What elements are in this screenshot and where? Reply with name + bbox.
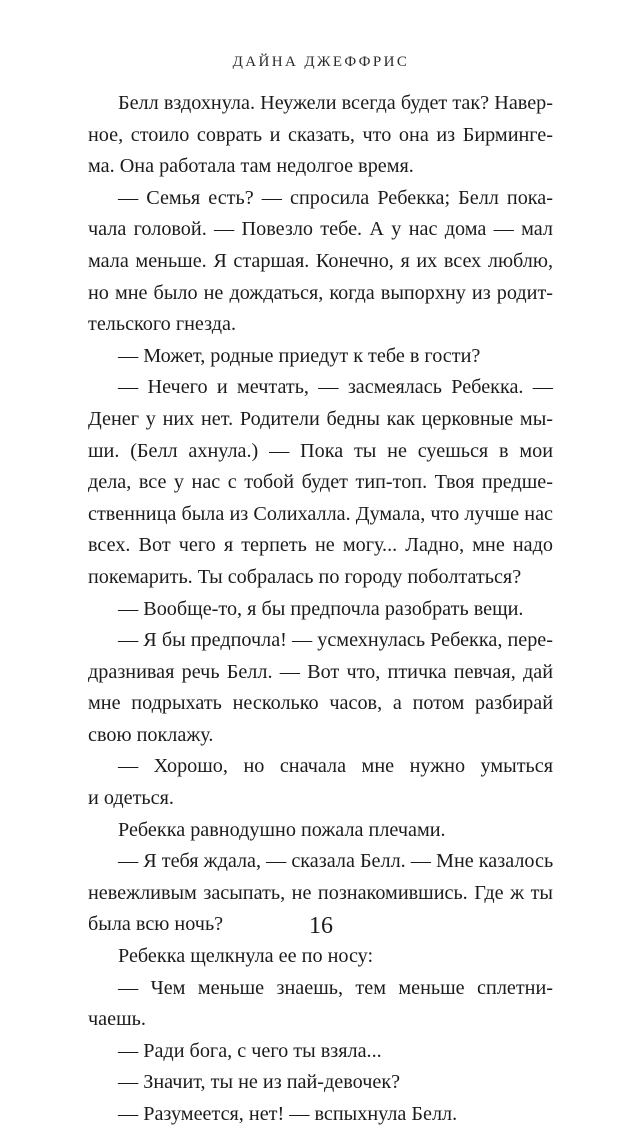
text-line: — Хорошо, но сначала мне нужно умыться [118, 755, 553, 778]
text-line: — Я бы предпочла! — усмехнулась Ребекка, пере- [118, 629, 553, 652]
text-line: ственница была из Солихалла. Думала, что лучше нас [88, 502, 553, 525]
text-line: была всю ночь? [88, 913, 224, 936]
text-line: Ребекка равнодушно пожала плечами. [118, 818, 446, 841]
text-line: — Разумеется, нет! — вспыхнула Белл. [118, 1103, 458, 1125]
text-line: ма. Она работала там недолгое время. [88, 155, 414, 178]
text-line: мала меньше. Я старшая. Конечно, я их всех люблю, [88, 249, 553, 272]
text-line: дела, все у нас с тобой будет тип-топ. Твоя предше- [88, 471, 553, 494]
text-line: но мне было не дождаться, когда выпорхну из родит- [88, 281, 553, 304]
text-line: тельского гнезда. [88, 313, 236, 336]
text-line: ное, стоило соврать и сказать, что она из Бирминге- [88, 123, 553, 146]
text-line: — Значит, ты не из пай-девочек? [118, 1071, 401, 1094]
text-line: Денег у них нет. Родители бедны как церковные мы- [88, 407, 553, 430]
page-number: 16 [309, 913, 333, 939]
text-line: ши. (Белл ахнула.) — Пока ты не суешься в мои [88, 439, 553, 462]
text-line: — Вообще-то, я бы предпочла разобрать вещи. [118, 597, 524, 620]
text-line: — Семья есть? — спросила Ребекка; Белл пока- [118, 186, 553, 209]
text-line: — Ради бога, с чего ты взяла... [118, 1039, 382, 1062]
text-line: — Я тебя ждала, — сказала Белл. — Мне казалось [118, 850, 554, 873]
text-line: покемарить. Ты собралась по городу поболтаться? [88, 565, 522, 588]
text-line: Белл вздохнула. Неужели всегда будет так? Навер- [118, 92, 553, 114]
text-line: мне подрыхать несколько часов, а потом разбирай [88, 692, 553, 715]
text-line: невежливым засыпать, не познакомившись. Где ж ты [88, 881, 553, 904]
running-head: ДАЙНА ДЖЕФФРИС [232, 54, 410, 70]
text-line: дразнивая речь Белл. — Вот что, птичка певчая, дай [88, 660, 553, 683]
text-line: чаешь. [88, 1008, 146, 1031]
text-line: Ребекка щелкнула ее по носу: [118, 945, 374, 968]
text-line: всех. Вот чего я терпеть не могу... Ладно, мне надо [88, 534, 553, 557]
body-text [88, 88, 553, 1131]
text-line: свою поклажу. [88, 723, 214, 746]
text-line: чала головой. — Повезло тебе. А у нас дома — мал [88, 218, 553, 241]
text-line: — Может, родные приедут к тебе в гости? [118, 344, 481, 367]
text-line: и одеться. [88, 787, 174, 810]
text-line: — Чем меньше знаешь, тем меньше сплетни- [118, 976, 553, 999]
text-line: — Нечего и мечтать, — засмеялась Ребекка. — [118, 376, 553, 399]
